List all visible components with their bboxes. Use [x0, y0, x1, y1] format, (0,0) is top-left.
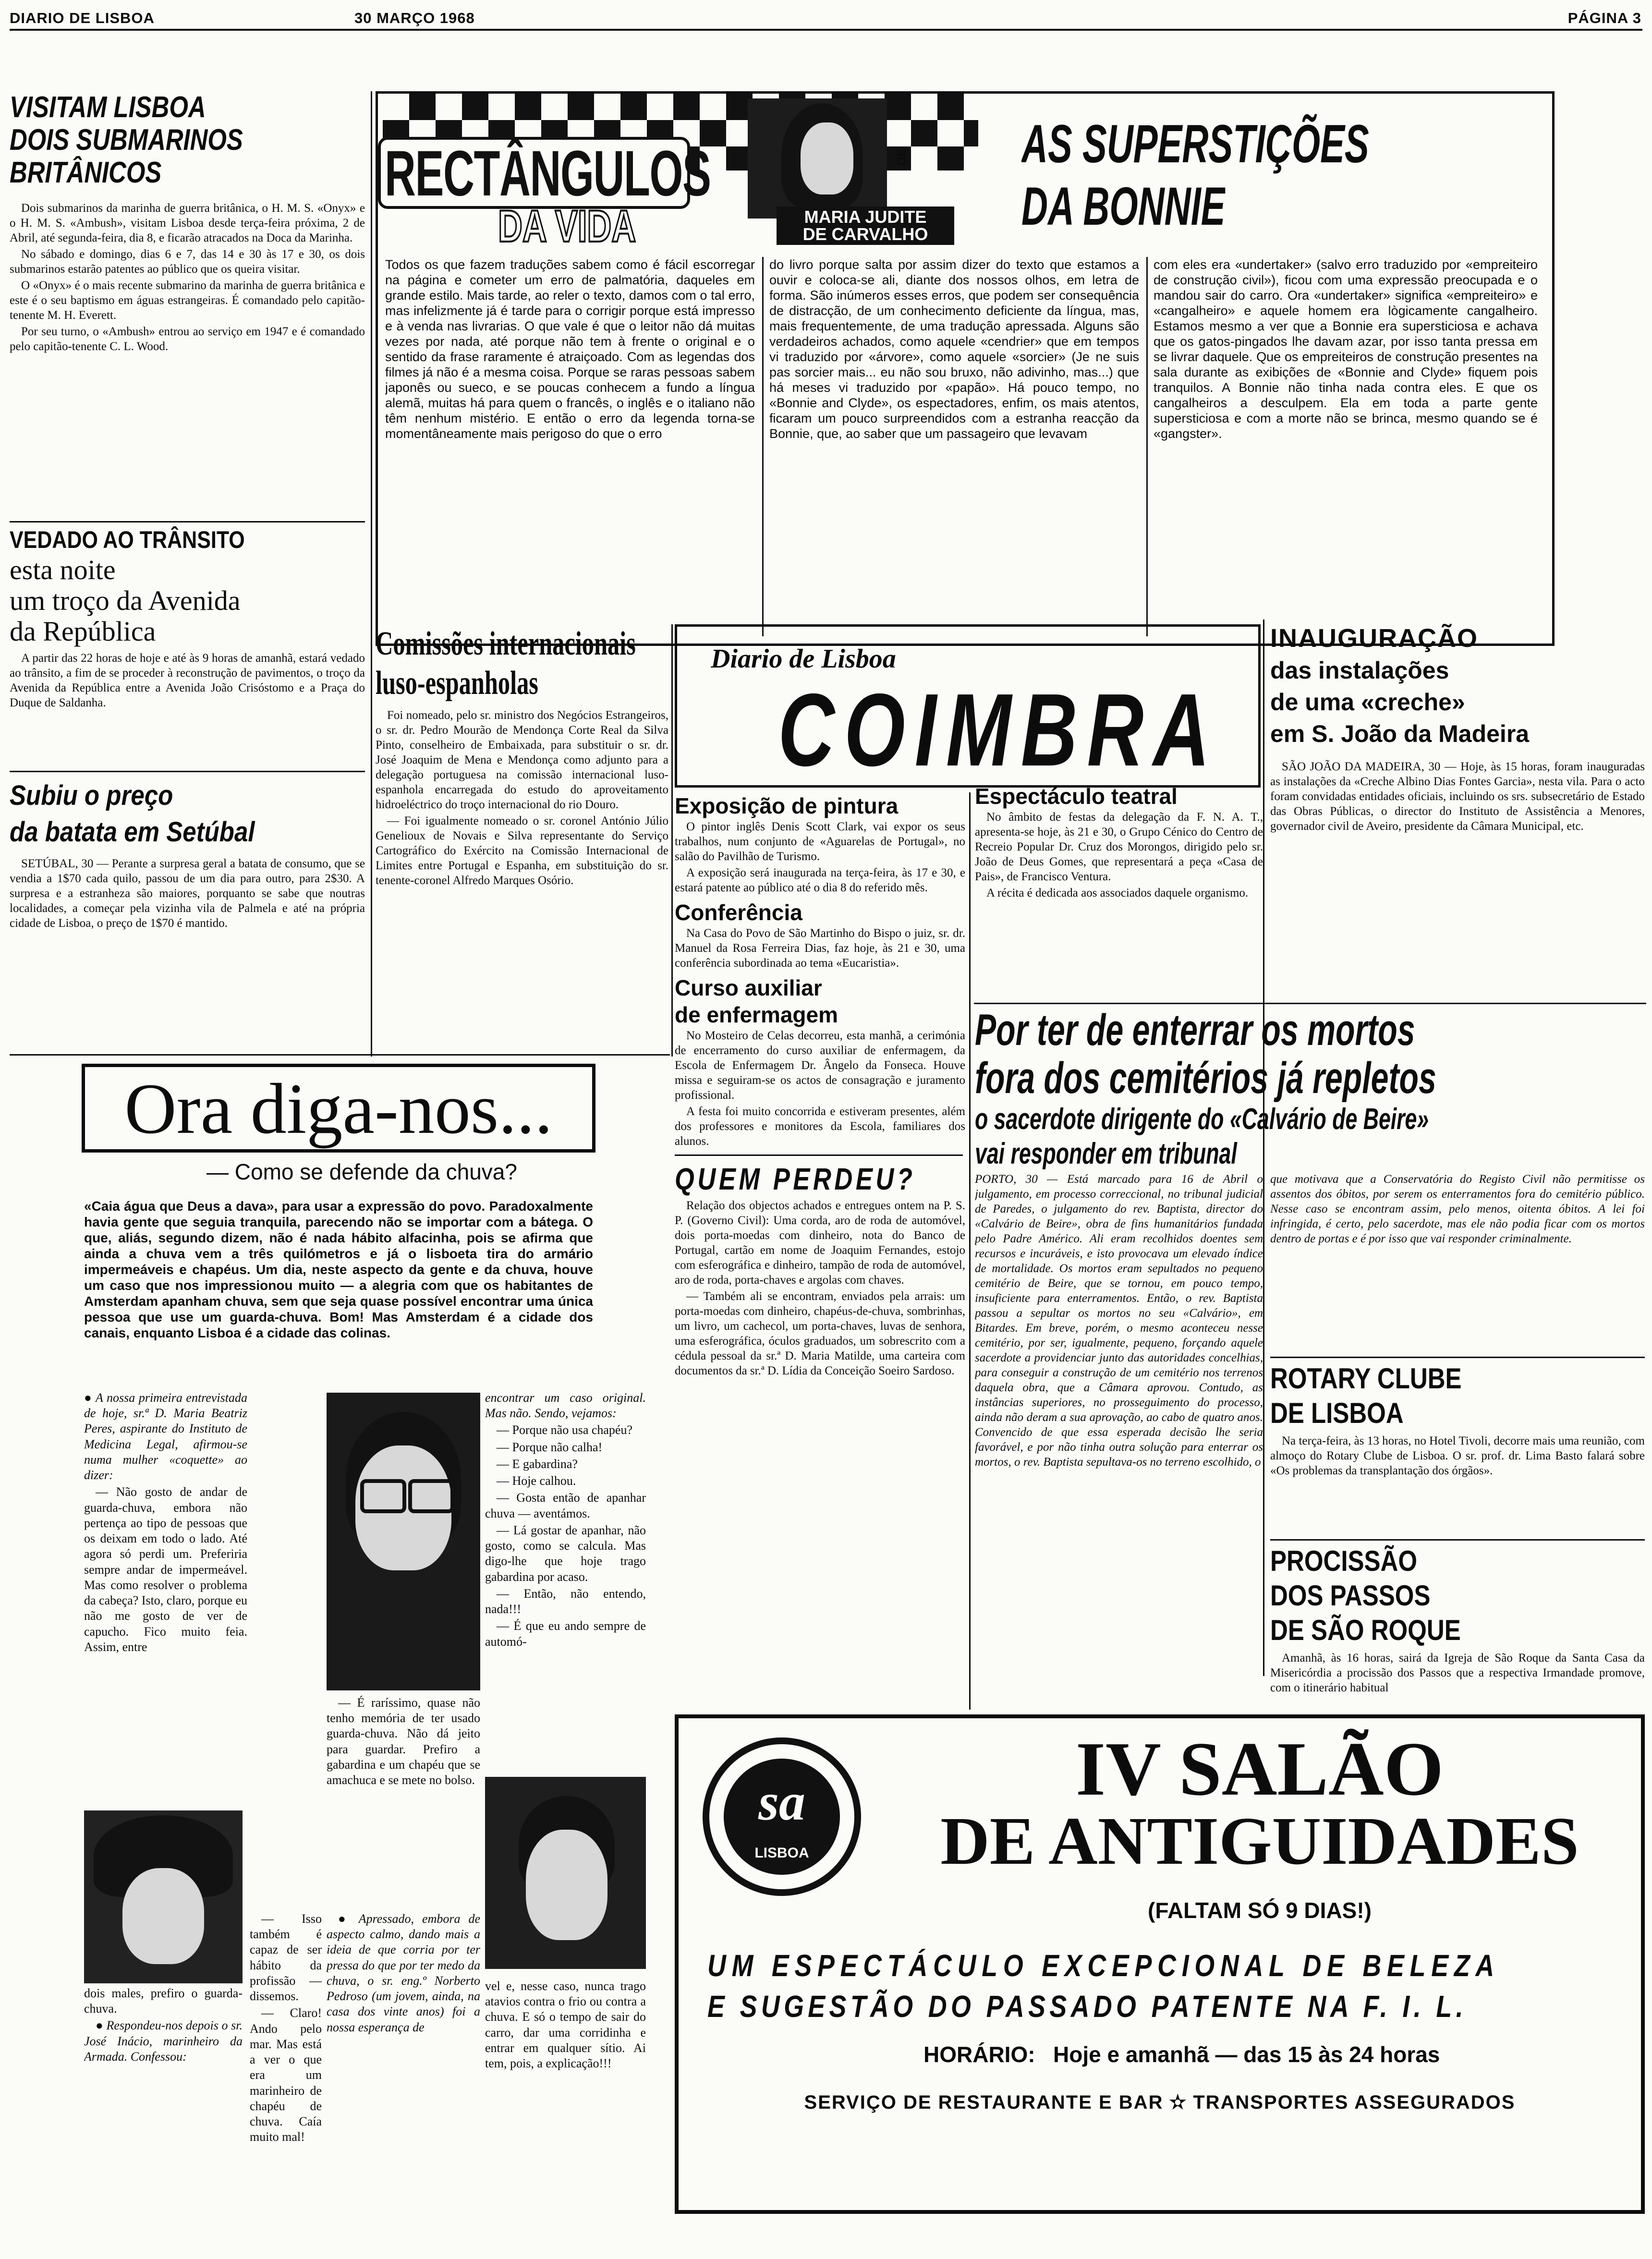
batata-article [10, 771, 365, 932]
portrait-photo-icon [327, 1393, 480, 1690]
salao-horario-text: Hoje e amanhã — das 15 às 24 horas [1053, 2042, 1440, 2067]
exposicao-paragraph: O pintor inglês Denis Scott Clark, vai expor os seus trabalhos, num conjunto de «Aguarelas de Portugal», no salão do Pavilhão de Turismo. [675, 820, 965, 863]
comissoes-headline-line1: Comissões internacionais [376, 625, 636, 662]
section-divider [1270, 1539, 1645, 1541]
rectangulos-headline-line2: DA BONNIE [1021, 176, 1226, 236]
interview-answer: — Gosta então de apanhar chuva — aventámos. [485, 1491, 646, 1520]
transito-headline-line2: esta noite [10, 554, 116, 585]
submarinos-headline-line3: BRITÂNICOS [10, 156, 162, 189]
interview-answer: dois males, prefiro o guarda-chuva. [84, 1986, 243, 2016]
rectangulos-text-col3: com eles era «undertaker» (salvo erro traduzido por «empreiteiro de construção civil»), ficou com uma expressão preocupada e o mandou sair do carro. Ora «undertaker» significa «empreiteiro» e «cangalheiro» e aquele homem era lògicamente cangalheiro. Estamos mesmo a ver que a Bonnie era supersticiosa e achava que os gatos-pingados lhe davam azar, por isso tanta pressa em se livrar daquele. Que os empreiteiros de construção presentes na sala durante as exibições de «Bonnie and Clyde» fiquem pois tranquilos. A Bonnie não tinha nada contra eles. E que os cangalheiros a desculpem. Ela em toda a parte gente supersticiosa e com a morte não se brinca, mesmo quando se é «gangster». [1154, 257, 1538, 441]
submarinos-article [10, 91, 365, 355]
submarinos-headline-line2: DOIS SUBMARINOS [10, 123, 243, 157]
rectangulos-headline-line1: AS SUPERSTIÇÕES [1021, 114, 1369, 174]
teatro-paragraph: A récita é dedicada aos associados daquele organismo. [986, 887, 1249, 899]
procissao-paragraph: Amanhã, às 16 horas, sairá da Igreja de São Roque da Santa Casa da Misericórdia a procissão dos Passos que a respectiva Irmandade promove, com o itinerário habitual [1270, 1652, 1645, 1694]
salao-headline-line1: IV SALÃO [1075, 1728, 1444, 1810]
interview-answer: — Hoje calhou. [497, 1474, 576, 1488]
rectangulos-text-col2: do livro porque salta por assim dizer do texto que estamos a ouvir e coloca-se ali, diante dos nossos olhos, em letra de forma. São inúmeros esses erros, que podem ser consequência de distracção, de um conhecimento deficiente da língua, mas, mais frequentemente, de uma tradução apressada. Alguns são verdadeiros achados, como aquele «cendrier» que em tempos vi traduzido por «árvore», como aquele «sorcier» (Je ne suis pas sorcier mais... eu não sou bruxo, não adivinho, mas...) que há meses vi traduzido por «papão». Há pouco tempo, no «Bonnie and Clyde», os espectadores, enfim, os mais atentos, ficaram um pouco surpreendidos com a estranha reacção da Bonnie, que, ao saber que um passageiro que levavam [769, 257, 1139, 441]
interview-answer: — Porque não usa chapéu? [497, 1423, 633, 1437]
batata-headline-line1: Subiu o preço [10, 780, 173, 811]
transito-article [10, 521, 365, 712]
salao-logo [703, 1737, 861, 1896]
salao-horario-label: HORÁRIO: [923, 2042, 1035, 2067]
mortos-headline-block [975, 1006, 1647, 1169]
interview-answer: — Então, não entendo, nada!!! [485, 1586, 646, 1616]
ora-diga-headline: Ora diga-nos... [124, 1069, 553, 1149]
inauguracao-article [1270, 622, 1645, 1006]
ora-diga-col2-bottom [250, 1911, 322, 2257]
batata-headline-line2: da batata em Setúbal [10, 816, 255, 848]
ora-diga-col2b [327, 1911, 480, 2257]
inauguracao-headline-line2: das instalações [1270, 657, 1449, 684]
conferencia-headline: Conferência [675, 900, 802, 925]
rotary-headline-line2: DE LISBOA [1270, 1397, 1404, 1429]
mortos-headline-line4: vai responder em tribunal [975, 1137, 1237, 1169]
rectangulos-logo-word: RECTÂNGULOS [385, 138, 711, 209]
author-name-line1: MARIA JUDITE [804, 207, 927, 227]
quem-perdeu-paragraph: — Também ali se encontram, enviados pela arrais: um porta-moedas com dinheiro, chapéus-de-chuva, sombrinhas, um livro, um cachecol, um porta-chaves, luvas de senhora, uma esferográfica, óculos graduados, um sobrescrito com a cédula pessoal da sr.ª D. Maria Matilde, uma carteira com documentos da sr.ª D. Lídia da Conceição Soeiro Sardoso. [675, 1290, 965, 1377]
author-tag: DE [894, 148, 909, 166]
comissoes-headline-line2: luso-espanholas [376, 665, 538, 702]
procissao-headline-line2: DOS PASSOS [1270, 1579, 1431, 1612]
interview-answer: — Isso também é capaz de ser hábito da profissão — dissemos. [250, 1912, 322, 2004]
quem-perdeu-paragraph: Relação dos objectos achados e entregues ontem na P. S. P. (Governo Civil): Uma corda, aro de roda de automóvel, dois porta-moedas com dinheiro, nota do Banco de Portugal, cartão em nome de Joaquim Fernandes, estojo com esferográfica e dinheiro, tampão de roda de automóvel, aro de roda, porta-chaves e argolas com chaves. [675, 1199, 965, 1287]
interview-answer: — É raríssimo, quase não tenho memória de ter usado guarda-chuva. Não dá jeito para guardar. Prefiro a gabardina e um chapéu que se amachuca e se mete no bolso. [327, 1696, 480, 1787]
masthead-paper-name: DIARIO DE LISBOA [10, 10, 155, 26]
inauguracao-headline-line3: de uma «creche» [1270, 689, 1465, 716]
comissoes-article [376, 624, 668, 1052]
curso-headline-line1: Curso auxiliar [675, 975, 822, 1000]
ora-diga-intro: «Caia água que Deus a dava», para usar a expressão do povo. Paradoxalmente havia gente que seguia tranquila, parecendo não se importar com a bátega. O que, aliás, segundo dizem, não é nada hábito alfacinha, pois se afirma que ainda a chuva vem a três quilómetros e já o lisboeta tira do armário impermeáveis e chapéus. Um dia, neste aspecto da gente e da chuva, houve um caso que nos impressionou muito — a alegria com que os habitantes de Amsterdam apanham chuva, sem que seja quase possível encontrar uma única pessoa que use um guarda-chuva. Bom! Mas Amsterdam é a cidade dos canais, enquanto Lisboa é a cidade das colinas. [84, 1199, 593, 1340]
exposicao-paragraph: A exposição será inaugurada na terça-feira, às 17 e 30, e estará patente ao público até o dia 8 do referido mês. [675, 866, 965, 894]
portrait-photo-icon [748, 98, 887, 219]
comissoes-paragraph: Foi nomeado, pelo sr. ministro dos Negócios Estrangeiros, o sr. dr. Pedro Mourão de Mendonça Corte Real da Silva Pinto, conselheiro de Embaixada, para substituir o sr. dr. José Joaquim de Mena e Mendonça como adjunto para a delegação portuguesa na comissão internacional luso-espanhola encarregada do estudo do aproveitamento hidroeléctrico do troço internacional do rio Douro. [376, 709, 668, 811]
submarinos-paragraph: No sábado e domingo, dias 6 e 7, das 14 e 30 às 17 e 30, os dois submarinos estarão patentes ao público que os queira visitar. [10, 248, 365, 276]
inauguracao-headline-line1: INAUGURAÇÃO [1270, 624, 1478, 653]
column-divider [671, 624, 673, 1057]
left-column [10, 91, 365, 989]
coimbra-logo: Diario de Lisboa [711, 644, 896, 674]
interview-intro: ● Apressado, embora de aspecto calmo, dando mais a ideia de que corria por ter pressa do que por ter medo da chuva, o sr. eng.º Norberto Pedroso (um jovem, ainda, na casa dos vinte anos) foi a nossa esperança de [327, 1912, 480, 2034]
ora-diga-question: — Como se defende da chuva? [206, 1159, 517, 1184]
ora-diga-col1-bottom [84, 1986, 243, 2255]
inauguracao-headline-line4: em S. João da Madeira [1270, 720, 1530, 747]
masthead-date: 30 MARÇO 1968 [354, 10, 475, 26]
ora-diga-banner [82, 1064, 595, 1153]
interview-intro: ● Respondeu-nos depois o sr. José Inácio, marinheiro da Armada. Confessou: [84, 2018, 243, 2064]
mortos-text-col1: PORTO, 30 — Está marcado para 16 de Abril o julgamento, em processo correccional, no tribunal judicial de Paredes, o julgamento do rev. Baptista, director do «Calvário de Beire», obra de fins humanitários fundada pelo Padre Américo. Ali eram recolhidos doentes sem recursos e incuráveis, e isto provocava um elevado índice de mortalidade. Os mortos eram sepultados no pequeno cemitério de Beire, que se tornou, em pouco tempo, insuficiente para enterramentos. Então, o rev. Baptista passou a sepultar os mortos no seu «Calvário», em Bitardes. Em breve, porém, o mesmo aconteceu nesse cemitério, por ser, igualmente, pequeno, forçando aquele sacerdote a providenciar junto das autoridades concelhias, para conseguir a construção de um cemitério nos terrenos daquela obra, que a Câmara aprovou. Contudo, as instâncias superiores, no prosseguimento do processo, ainda não deram a sua aprovação, ao cabo de quatro anos. Convencido de que essa esperada decisão lhe seria favorável, e por não tinha outra solução para enterrar os mortos, o rev. Baptista sepultava-os no terreno escolhido, o [975, 1173, 1263, 1469]
conferencia-paragraph: Na Casa do Povo de São Martinho do Bispo o juiz, sr. dr. Manuel da Rosa Ferreira Dias, faz hoje, às 21 e 30, uma conferência subordinada ao tema «Eucaristia». [675, 927, 965, 970]
salao-slogan-line2: E SUGESTÃO DO PASSADO PATENTE NA F. I. L. [707, 1989, 1467, 2024]
masthead-rule [10, 29, 1642, 31]
ora-diga-col3-bottom [485, 1979, 646, 2252]
submarinos-paragraph: Dois submarinos da marinha de guerra britânica, o H. M. S. «Onyx» e o H. M. S. «Ambush», visitam Lisboa desde terça-feira próxima, 2 de Abril, até segunda-feira, dia 8, e ficarão atracados na Doca da Marinha. [10, 202, 365, 244]
salao-countdown: (FALTAM SÓ 9 DIAS!) [1148, 1898, 1372, 1923]
section-divider [974, 1003, 1646, 1004]
portrait-photo-icon [485, 1777, 646, 1969]
author-name-line2: DE CARVALHO [802, 224, 928, 244]
rectangulos-text-col1: Todos os que fazem traduções sabem como é fácil escorregar na página e cometer um erro de palmatória, daqueles em grande estilo. Mais tarde, ao reler o texto, damos com o tal erro, mas infelizmente já é tarde para o corrigir porque está impresso e à venda nas livrarias. O que vale é que o leitor não dá muitas vezes por nada, até porque não tem à frente o original e o sentido da frase raramente é atraiçoado. Com as legendas dos filmes já não é a mesma coisa. Porque se raras pessoas sabem japonês ou sueco, e se poucas conhecem a fundo a língua alemã, muitas há para quem o francês, o inglês e o italiano não têm nenhum mistério. E então o erro da legenda torna-se momentâneamente mais perigoso do que o erro [385, 257, 755, 441]
portrait-photo-icon [84, 1810, 243, 1983]
interview-answer: vel e, nesse caso, nunca trago atavios contra o frio ou contra a chuva. E só o tempo de sair do carro, dar uma corridinha e entrar em qualquer sítio. Ai tem, pois, a explicação!!! [485, 1979, 646, 2071]
procissao-article [1270, 1544, 1645, 1707]
rectangulos-box [376, 91, 1555, 646]
salao-logo-sub: LISBOA [754, 1845, 809, 1861]
batata-paragraph: SETÚBAL, 30 — Perante a surpresa geral a batata de consumo, que se vendia a 1$70 cada quilo, passou de um dia para outro, para 2$30. A surpresa e a estranheza são maiores, porquanto se sabe que noutras localidades, a começar pela vizinha vila de Palmela e até na própria cidade de Lisboa, o preço de 1$70 é mantido. [10, 857, 365, 930]
transito-paragraph: A partir das 22 horas de hoje e até às 9 horas de amanhã, estará vedado ao trânsito, a fim de se proceder à reconstrução de pavimentos, o troço da Avenida da República entre a Avenida João Crisóstomo e a Praça do Duque de Saldanha. [10, 652, 365, 709]
coimbra-title: COIMBRA [778, 677, 1219, 783]
transito-headline-line3: um troço da Avenida [10, 585, 241, 616]
section-divider [10, 1054, 670, 1056]
exposicao-headline: Exposição de pintura [675, 793, 899, 818]
comissoes-paragraph: — Foi igualmente nomeado o sr. coronel António Júlio Genelioux de Novais e Silva representante do Serviço Cartográfico do Exército na Comissão Internacional de Limites entre Portugal e Espanha, em substituição do sr. tenente-coronel Alfredo Marques Osório. [376, 814, 668, 887]
curso-headline-line2: de enfermagem [675, 1002, 838, 1027]
interview-intro: encontrar um caso original. Mas não. Sendo, vejamos: [485, 1391, 646, 1421]
interview-answer: — Porque não calha! [497, 1440, 603, 1454]
masthead-page-number: PÁGINA 3 [1567, 10, 1641, 26]
transito-headline-line1: VEDADO AO TRÂNSITO [10, 526, 245, 553]
ora-diga-col3 [485, 1390, 646, 1736]
salao-logo-text: sa [758, 1773, 805, 1831]
ora-diga-col2 [327, 1695, 480, 1907]
ora-diga-col1 [84, 1390, 247, 1774]
inauguracao-paragraph: SÃO JOÃO DA MADEIRA, 30 — Hoje, às 15 horas, foram inauguradas as instalações da «Creche Albino Dias Fontes Garcia», nesta vila. Para o acto foram convidadas entidades oficiais, incluindo os srs. subsecretário de Estado das Obras Públicas, o director do Instituto de Assistência a Menores, governador civil de Aveiro, presidente da Câmara Municipal, etc. [1270, 760, 1645, 833]
interview-answer: — Lá gostar de apanhar, não gosto, como se calcula. Mas digo-lhe que hoje trago gabardina por acaso. [485, 1523, 646, 1584]
salao-slogan-line1: UM ESPECTÁCULO EXCEPCIONAL DE BELEZA [707, 1948, 1500, 1983]
submarinos-paragraph: O «Onyx» é o mais recente submarino da marinha de guerra britânica e este é o seu baptismo em águas estrangeiras. É comandado pelo capitão-tenente M. H. Everett. [10, 279, 365, 322]
rotary-paragraph: Na terça-feira, às 13 horas, no Hotel Tivoli, decorre mais uma reunião, com almoço do Rotary Clube de Lisboa. O sr. prof. dr. Lima Basto falará sobre «Os problemas da transplantação dos órgãos». [1270, 1434, 1645, 1477]
transito-headline-line4: da República [10, 616, 156, 647]
teatro-paragraph: No âmbito de festas da delegação da F. N. A. T., apresenta-se hoje, às 21 e 30, o Grupo Cénico do Centro de Recreio Popular Dr. Cruz dos Morongos, dirigido pelo sr. João de Deus Gomes, que representará a peça «Casa de Pais», de Francisco Ventura. [975, 811, 1263, 883]
column-divider [969, 792, 971, 1710]
salao-headline-line2: DE ANTIGUIDADES [940, 1803, 1579, 1879]
quem-perdeu-headline: QUEM PERDEU? [675, 1162, 916, 1196]
mortos-headline-line1: Por ter de enterrar os mortos [975, 1006, 1415, 1055]
rectangulos-logo-word2: DA VIDA [498, 202, 636, 250]
procissao-headline-line3: DE SÃO ROQUE [1270, 1614, 1461, 1646]
interview-intro: ● A nossa primeira entrevistada de hoje, sr.ª D. Maria Beatriz Peres, aspirante do Instituto de Medicina Legal, afirmou-se numa mulher «coquette» ao dizer: [84, 1391, 247, 1482]
teatro-headline: Espectáculo teatral [975, 784, 1178, 809]
rectangulos-logo [378, 94, 978, 252]
salao-advert [675, 1714, 1645, 2214]
teatro-article [975, 783, 1263, 1004]
curso-paragraph: A festa foi muito concorrida e estiveram presentes, além dos professores e monitores da Escola, familiares dos alunos. [675, 1105, 965, 1148]
submarinos-paragraph: Por seu turno, o «Ambush» entrou ao serviço em 1947 e é comandado pelo capitão-tenente C. L. Wood. [10, 325, 365, 353]
rotary-article [1270, 1361, 1645, 1534]
coimbra-banner [675, 624, 1261, 788]
submarinos-headline-line1: VISITAM LISBOA [10, 91, 206, 124]
interview-answer: — E gabardina? [497, 1457, 578, 1471]
column-divider [371, 91, 372, 1057]
curso-paragraph: No Mosteiro de Celas decorreu, esta manhã, a cerimónia de encerramento do curso auxiliar de enfermagem, da Escola de Enfermagem Dr. Ângelo da Fonseca. Houve missa e seguiram-se os actos de consagração e juramento profissional. [675, 1029, 965, 1102]
interview-answer: — Não gosto de andar de guarda-chuva, embora não pertença ao tipo de pessoas que os deixam em todo o lado. Até agora só perdi um. Preferiria sempre andar de impermeável. Mas como resolver o problema da cabeça? Isto, claro, porque eu não me gosto de ver de capucho. Fico muito feia. Assim, entre [84, 1485, 247, 1654]
procissao-headline-line1: PROCISSÃO [1270, 1545, 1418, 1577]
rotary-headline-line1: ROTARY CLUBE [1270, 1362, 1462, 1395]
section-divider [1270, 1357, 1645, 1358]
coimbra-column-a [675, 792, 965, 1710]
interview-answer: — Claro! Ando pelo mar. Mas está a ver o que era um marinheiro de chapéu de chuva. Caía muito mal! [250, 2006, 322, 2144]
mortos-headline-line3: o sacerdote dirigente do «Calvário de Beire» [975, 1103, 1429, 1136]
mortos-text-col2: que motivava que a Conservatória do Registo Civil não permitisse os assentos dos óbitos, por serem os enterramentos fora do cemitério público. Nesse caso se encontram assim, pelo menos, oitenta óbitos. A lei foi infringida, é certo, pelo sacerdote, mas ele não podia ficar com os mortos dentro de portas e é por isso que vai responder criminalmente. [1270, 1173, 1645, 1245]
salao-services: SERVIÇO DE RESTAURANTE E BAR ✫ TRANSPORTES ASSEGURADOS [804, 2092, 1516, 2113]
mortos-headline-line2: fora dos cemitérios já repletos [975, 1054, 1436, 1103]
interview-answer: — É que eu ando sempre de automó- [485, 1619, 646, 1649]
